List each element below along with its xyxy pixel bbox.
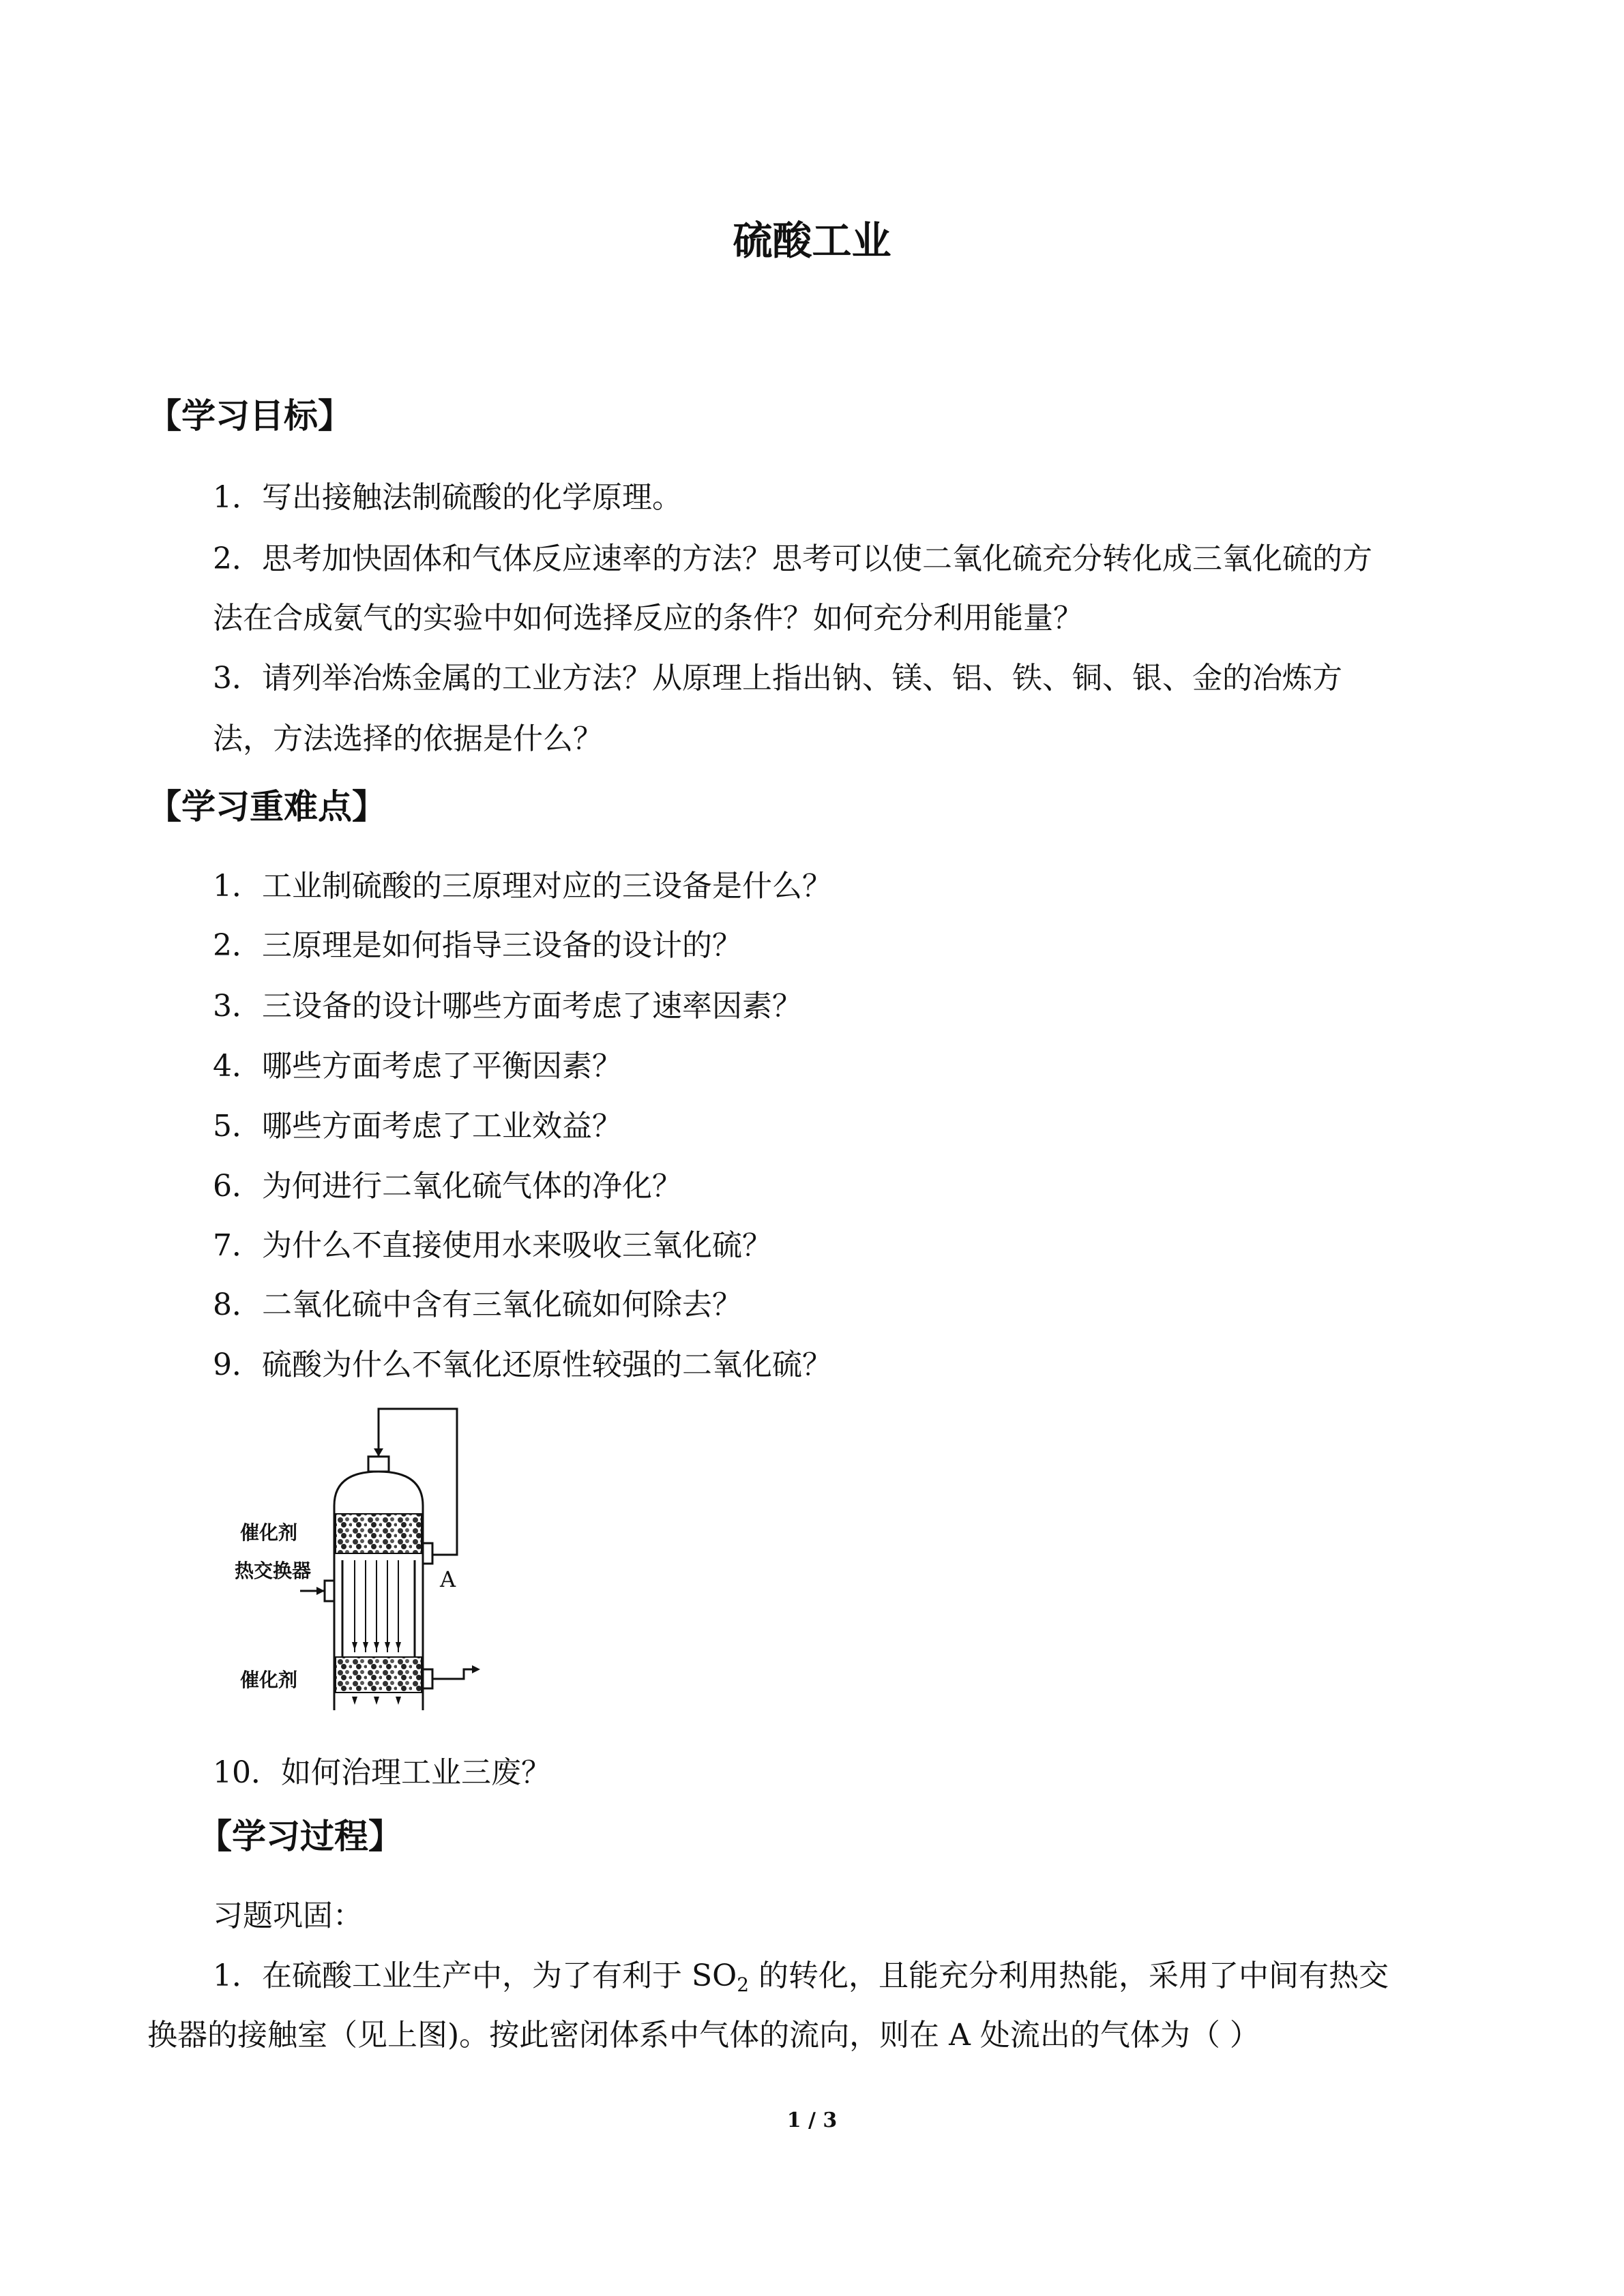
item-text: 三设备的设计哪些方面考虑了速率因素？ (262, 989, 802, 1024)
contact-chamber-diagram (232, 1397, 518, 1710)
key-point-item-5 (213, 1106, 622, 1147)
item-number: 1． (213, 869, 262, 904)
item-text: 写出接触法制硫酸的化学原理。 (262, 480, 682, 515)
page-number: 1 / 3 (786, 2108, 838, 2132)
item-text: 哪些方面考虑了平衡因素？ (262, 1049, 622, 1084)
item-number: 8． (213, 1287, 262, 1322)
item-text: 如何治理工业三废？ (281, 1755, 551, 1790)
item-number: 6． (213, 1169, 262, 1204)
item-text: 二氧化硫中含有三氧化硫如何除去？ (262, 1287, 742, 1322)
subscript-2: 2 (737, 1973, 750, 1996)
objective-item-2-continuation: 法在合成氨气的实验中如何选择反应的条件？如何充分利用能量？ (213, 601, 1083, 636)
label-heat-exchanger: 热交换器 (235, 1560, 312, 1582)
item-number: 4． (213, 1049, 262, 1084)
key-points-heading: 【学习重难点】 (147, 787, 386, 826)
key-point-item-8 (213, 1285, 742, 1326)
item-number: 1． (213, 480, 262, 515)
item-text: 哪些方面考虑了工业效益？ (262, 1109, 622, 1144)
item-text: 思考加快固体和气体反应速率的方法？思考可以使二氧化硫充分转化成三氧化硫的方 (262, 541, 1372, 576)
item-number: 2． (213, 928, 262, 963)
objective-item-1 (213, 477, 682, 518)
item-text: 三原理是如何指导三设备的设计的？ (262, 928, 742, 963)
item-text: 为什么不直接使用水来吸收三氧化硫？ (262, 1228, 772, 1263)
question-text-part2: 的转化，且能充分利用热能，采用了中间有热交 (749, 1958, 1389, 1993)
objective-item-2 (213, 539, 1372, 580)
question-number: 1． (213, 1958, 262, 1993)
key-point-item-10 (213, 1753, 551, 1793)
objective-item-3-continuation: 法，方法选择的依据是什么？ (213, 721, 603, 756)
item-text: 工业制硫酸的三原理对应的三设备是什么？ (262, 869, 832, 904)
item-number: 3． (213, 989, 262, 1024)
contact-chamber-drawing (232, 1397, 518, 1710)
item-number: 5． (213, 1109, 262, 1144)
key-point-item-3 (213, 986, 802, 1027)
question-text-part1: 在硫酸工业生产中，为了有利于 SO (262, 1958, 737, 1993)
objective-item-3 (213, 658, 1342, 699)
process-heading: 【学习过程】 (198, 1817, 402, 1856)
item-number: 10． (213, 1755, 281, 1790)
key-point-item-9 (213, 1345, 832, 1386)
label-catalyst-top: 催化剂 (240, 1521, 298, 1544)
item-number: 7． (213, 1228, 262, 1263)
page-title: 硫酸工业 (733, 218, 891, 264)
question-1-continuation: 换器的接触室（见上图)。按此密闭体系中气体的流向，则在 A 处流出的气体为（ ） (147, 2018, 1260, 2053)
key-point-item-6 (213, 1166, 682, 1207)
item-text: 请列举冶炼金属的工业方法？从原理上指出钠、镁、铝、铁、铜、银、金的冶炼方 (262, 661, 1342, 696)
item-text: 为何进行二氧化硫气体的净化？ (262, 1169, 682, 1204)
label-catalyst-bottom: 催化剂 (240, 1669, 298, 1691)
key-point-item-1 (213, 866, 832, 907)
exercise-intro: 习题巩固： (213, 1898, 363, 1933)
key-point-item-4 (213, 1046, 622, 1087)
question-1 (213, 1956, 1389, 1997)
key-point-item-7 (213, 1225, 772, 1266)
label-outlet-a: A (440, 1566, 456, 1592)
item-number: 3． (213, 661, 262, 696)
item-number: 9． (213, 1347, 262, 1382)
key-point-item-2 (213, 925, 742, 966)
objectives-heading: 【学习目标】 (147, 396, 352, 436)
item-number: 2． (213, 541, 262, 576)
item-text: 硫酸为什么不氧化还原性较强的二氧化硫？ (262, 1347, 832, 1382)
